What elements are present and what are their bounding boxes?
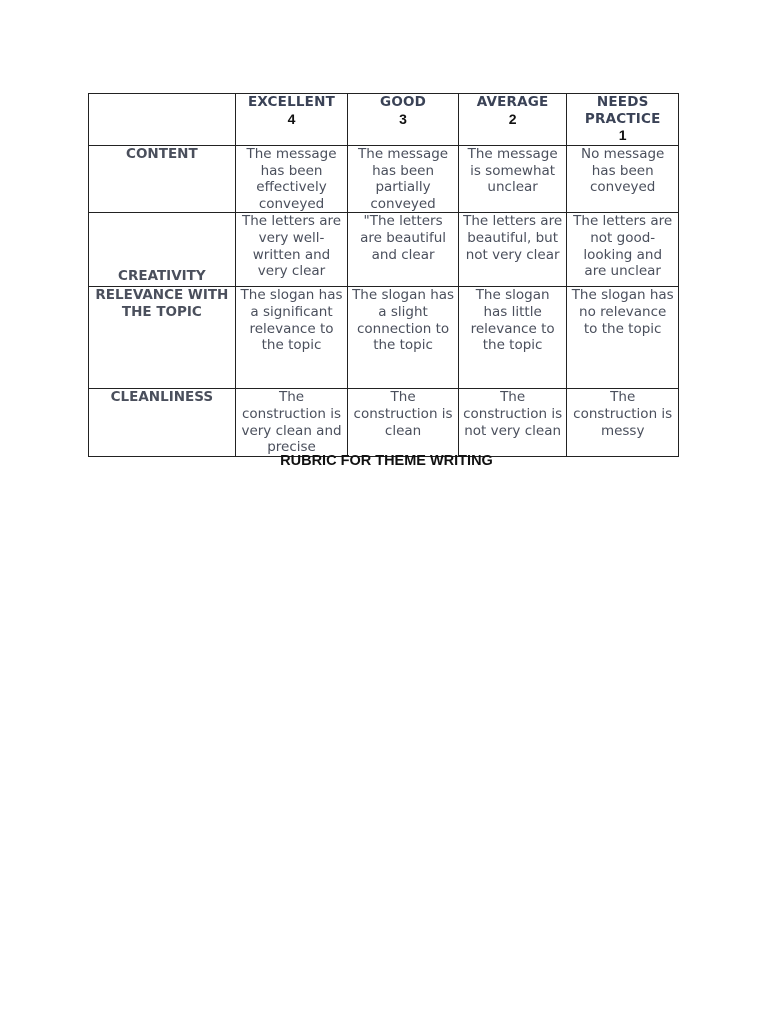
criterion-label: CLEANLINESS (89, 389, 236, 456)
criterion-label: CONTENT (89, 146, 236, 213)
level-score: 2 (508, 110, 517, 127)
rubric-cell: The message has been partially conveyed (348, 146, 459, 213)
criterion-row-cleanliness (89, 389, 679, 456)
rubric-cell: The construction is very clean and precise (235, 389, 348, 456)
level-name: EXCELLENT (248, 94, 336, 110)
table-caption: RUBRIC FOR THEME WRITING (280, 453, 493, 469)
level-name: GOOD (380, 94, 427, 110)
rubric-cell: No message has been conveyed (567, 146, 679, 213)
rubric-cell: The letters are not good-looking and are unclear (567, 213, 679, 287)
level-name: AVERAGE (476, 94, 549, 110)
criterion-label: CREATIVITY (89, 213, 236, 287)
rubric-cell: The construction is messy (567, 389, 679, 456)
rubric-cell: The slogan has little relevance to the topic (458, 287, 567, 389)
rubric-table (88, 93, 679, 457)
level-header-excellent (235, 94, 348, 146)
header-row (89, 94, 679, 146)
level-name: NEEDS PRACTICE (584, 94, 661, 127)
rubric-cell: The slogan has a significant relevance to the topic (235, 287, 348, 389)
criterion-row-relevance (89, 287, 679, 389)
rubric-cell: The message has been effectively conveyed (235, 146, 348, 213)
rubric-cell: "The letters are beautiful and clear (348, 213, 459, 287)
rubric-cell: The letters are very well-written and very clear (235, 213, 348, 287)
level-header-average (458, 94, 567, 146)
rubric-cell: The message is somewhat unclear (458, 146, 567, 213)
criterion-label: RELEVANCE WITH THE TOPIC (89, 287, 236, 389)
level-header-good (348, 94, 459, 146)
rubric-cell: The construction is clean (348, 389, 459, 456)
criterion-row-creativity (89, 213, 679, 287)
criterion-row-content (89, 146, 679, 213)
level-score: 1 (618, 127, 627, 143)
level-header-needs-practice (567, 94, 679, 146)
rubric-cell: The construction is not very clean (458, 389, 567, 456)
rubric-cell: The letters are beautiful, but not very clear (458, 213, 567, 287)
rubric-cell: The slogan has a slight connection to the topic (348, 287, 459, 389)
level-score: 3 (399, 110, 407, 127)
corner-cell (89, 94, 236, 146)
level-score: 4 (287, 110, 296, 127)
rubric-cell: The slogan has no relevance to the topic (567, 287, 679, 389)
